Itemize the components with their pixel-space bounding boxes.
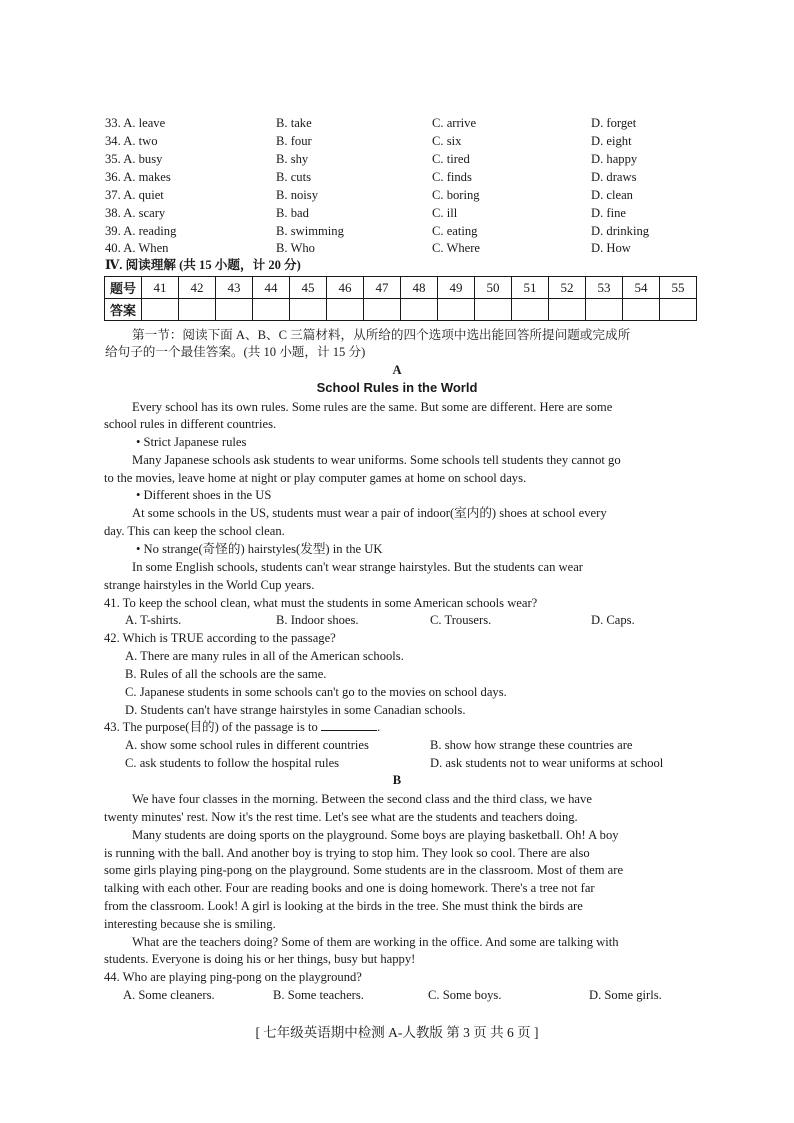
answer-blank: [321, 719, 377, 731]
answer-cell[interactable]: [216, 299, 253, 321]
option-b: B. shy: [276, 152, 309, 166]
passage-line: is running with the ball. And another boy is trying to stop him. They look so cool. There are also: [104, 846, 590, 860]
option-b: B. cuts: [276, 170, 311, 184]
question-number-cell: 52: [549, 277, 586, 299]
page-footer: [ 七年级英语期中检测 A-人教版 第 3 页 共 6 页 ]: [255, 1025, 539, 1040]
passage-bullet-heading: • No strange(奇怪的) hairstyles(发型) in the UK: [136, 542, 383, 556]
option-c: C. arrive: [432, 116, 477, 130]
option-c: C. ill: [432, 206, 458, 220]
option-b: B. Rules of all the schools are the same.: [125, 667, 327, 681]
passage-bullet-heading: • Different shoes in the US: [136, 488, 272, 502]
option-a: 37. A. quiet: [105, 188, 164, 202]
answer-table-number-row: [105, 277, 697, 299]
option-b: B. take: [276, 116, 312, 130]
passage-line: students. Everyone is doing his or her things, busy but happy!: [104, 952, 416, 966]
answer-cell[interactable]: [327, 299, 364, 321]
passage-line: to the movies, leave home at night or play computer games at home on school days.: [104, 471, 527, 485]
question-number-cell: 50: [475, 277, 512, 299]
option-a: 33. A. leave: [105, 116, 166, 130]
table-label-answer: 答案: [105, 299, 142, 321]
question-stem: 44. Who are playing ping-pong on the playground?: [104, 970, 362, 984]
option-c: C. Some boys.: [428, 988, 502, 1002]
question-number-cell: 44: [253, 277, 290, 299]
passage-line: from the classroom. Look! A girl is looking at the birds in the tree. She must think the birds are: [104, 899, 583, 913]
question-number-cell: 55: [660, 277, 697, 299]
passage-line: We have four classes in the morning. Between the second class and the third class, we have: [132, 792, 592, 806]
question-stem: 43. The purpose(目的) of the passage is to .: [104, 720, 381, 734]
option-a: 35. A. busy: [105, 152, 163, 166]
passage-line: some girls playing ping-pong on the playground. Some students are in the classroom. Most of them are: [104, 863, 624, 877]
question-number-cell: 51: [512, 277, 549, 299]
answer-cell[interactable]: [512, 299, 549, 321]
option-c: C. six: [432, 134, 462, 148]
option-b: B. swimming: [276, 224, 344, 238]
answer-cell[interactable]: [549, 299, 586, 321]
option-c: C. boring: [432, 188, 480, 202]
option-c: C. tired: [432, 152, 470, 166]
question-number-cell: 41: [142, 277, 179, 299]
option-a: A. T-shirts.: [125, 613, 182, 627]
option-a: 38. A. scary: [105, 206, 166, 220]
question-number-cell: 46: [327, 277, 364, 299]
question-number-cell: 53: [586, 277, 623, 299]
answer-cell[interactable]: [401, 299, 438, 321]
option-c: C. ask students to follow the hospital rules: [125, 756, 340, 770]
answer-cell[interactable]: [179, 299, 216, 321]
answer-cell[interactable]: [438, 299, 475, 321]
option-d: D. eight: [591, 134, 632, 148]
option-d: D. fine: [591, 206, 626, 220]
answer-cell[interactable]: [253, 299, 290, 321]
option-a: A. There are many rules in all of the American schools.: [125, 649, 404, 663]
passage-line: strange hairstyles in the World Cup years.: [104, 578, 315, 592]
option-d: D. Students can't have strange hairstyles in some Canadian schools.: [125, 703, 466, 717]
question-number-cell: 54: [623, 277, 660, 299]
question-number-cell: 48: [401, 277, 438, 299]
option-b: B. bad: [276, 206, 309, 220]
passage-line: At some schools in the US, students must wear a pair of indoor(室内的) shoes at school every: [132, 506, 607, 520]
passage-bullet-heading: • Strict Japanese rules: [136, 435, 247, 449]
answer-cell[interactable]: [364, 299, 401, 321]
option-c: C. Japanese students in some schools can't go to the movies on school days.: [125, 685, 507, 699]
option-d: D. ask students not to wear uniforms at school: [430, 756, 664, 770]
option-a: 36. A. makes: [105, 170, 171, 184]
question-stem: 41. To keep the school clean, what must the students in some American schools wear?: [104, 596, 538, 610]
option-d: D. Caps.: [591, 613, 635, 627]
answer-table-answer-row: [105, 299, 697, 321]
passage-line: day. This can keep the school clean.: [104, 524, 285, 538]
option-d: D. How: [591, 241, 631, 255]
passage-line: talking with each other. Four are reading books and one is doing homework. There's a tree not far: [104, 881, 595, 895]
option-c: C. finds: [432, 170, 472, 184]
answer-cell[interactable]: [660, 299, 697, 321]
option-a: A. show some school rules in different countries: [125, 738, 369, 752]
option-b: B. noisy: [276, 188, 318, 202]
instruction-line: 第一节：阅读下面 A、B、C 三篇材料，从所给的四个选项中选出能回答所提问题或完成所: [132, 328, 631, 342]
option-b: B. Who: [276, 241, 315, 255]
table-label-question: 题号: [105, 277, 142, 299]
section-title: Ⅳ. 阅读理解 (共 15 小题，计 20 分): [105, 258, 301, 272]
question-number-cell: 42: [179, 277, 216, 299]
answer-table: [104, 276, 697, 321]
option-a: 39. A. reading: [105, 224, 177, 238]
passage-line: Many students are doing sports on the playground. Some boys are playing basketball. Oh! A boy: [132, 828, 619, 842]
option-b: B. show how strange these countries are: [430, 738, 633, 752]
passage-line: interesting because she is smiling.: [104, 917, 276, 931]
question-stem: 42. Which is TRUE according to the passage?: [104, 631, 336, 645]
passage-line: Every school has its own rules. Some rules are the same. But some are different. Here are some: [132, 400, 613, 414]
option-d: D. happy: [591, 152, 638, 166]
question-number-cell: 45: [290, 277, 327, 299]
passage-a-title: School Rules in the World: [316, 380, 478, 395]
answer-cell[interactable]: [586, 299, 623, 321]
instruction-line: 给句子的一个最佳答案。(共 10 小题，计 15 分): [105, 345, 366, 359]
answer-cell[interactable]: [142, 299, 179, 321]
answer-cell[interactable]: [475, 299, 512, 321]
option-b: B. Indoor shoes.: [276, 613, 359, 627]
option-b: B. four: [276, 134, 312, 148]
question-number-cell: 47: [364, 277, 401, 299]
answer-cell[interactable]: [623, 299, 660, 321]
option-c: C. eating: [432, 224, 478, 238]
option-b: B. Some teachers.: [273, 988, 364, 1002]
passage-line: What are the teachers doing? Some of them are working in the office. And some are talking with: [132, 935, 619, 949]
option-d: D. Some girls.: [589, 988, 662, 1002]
question-number-cell: 43: [216, 277, 253, 299]
passage-line: In some English schools, students can't wear strange hairstyles. But the students can wear: [132, 560, 583, 574]
passage-line: Many Japanese schools ask students to wear uniforms. Some schools tell students they cannot go: [132, 453, 621, 467]
option-c: C. Trousers.: [430, 613, 492, 627]
option-d: D. clean: [591, 188, 633, 202]
passage-line: school rules in different countries.: [104, 417, 277, 431]
option-a: 34. A. two: [105, 134, 158, 148]
option-d: D. draws: [591, 170, 637, 184]
answer-cell[interactable]: [290, 299, 327, 321]
question-number-cell: 49: [438, 277, 475, 299]
passage-line: twenty minutes' rest. Now it's the rest time. Let's see what are the students and teachers doing.: [104, 810, 578, 824]
option-d: D. drinking: [591, 224, 650, 238]
passage-a-label: A: [392, 363, 402, 377]
option-d: D. forget: [591, 116, 637, 130]
option-c: C. Where: [432, 241, 481, 255]
option-a: A. Some cleaners.: [123, 988, 215, 1002]
passage-b-label: B: [392, 773, 402, 787]
option-a: 40. A. When: [105, 241, 169, 255]
